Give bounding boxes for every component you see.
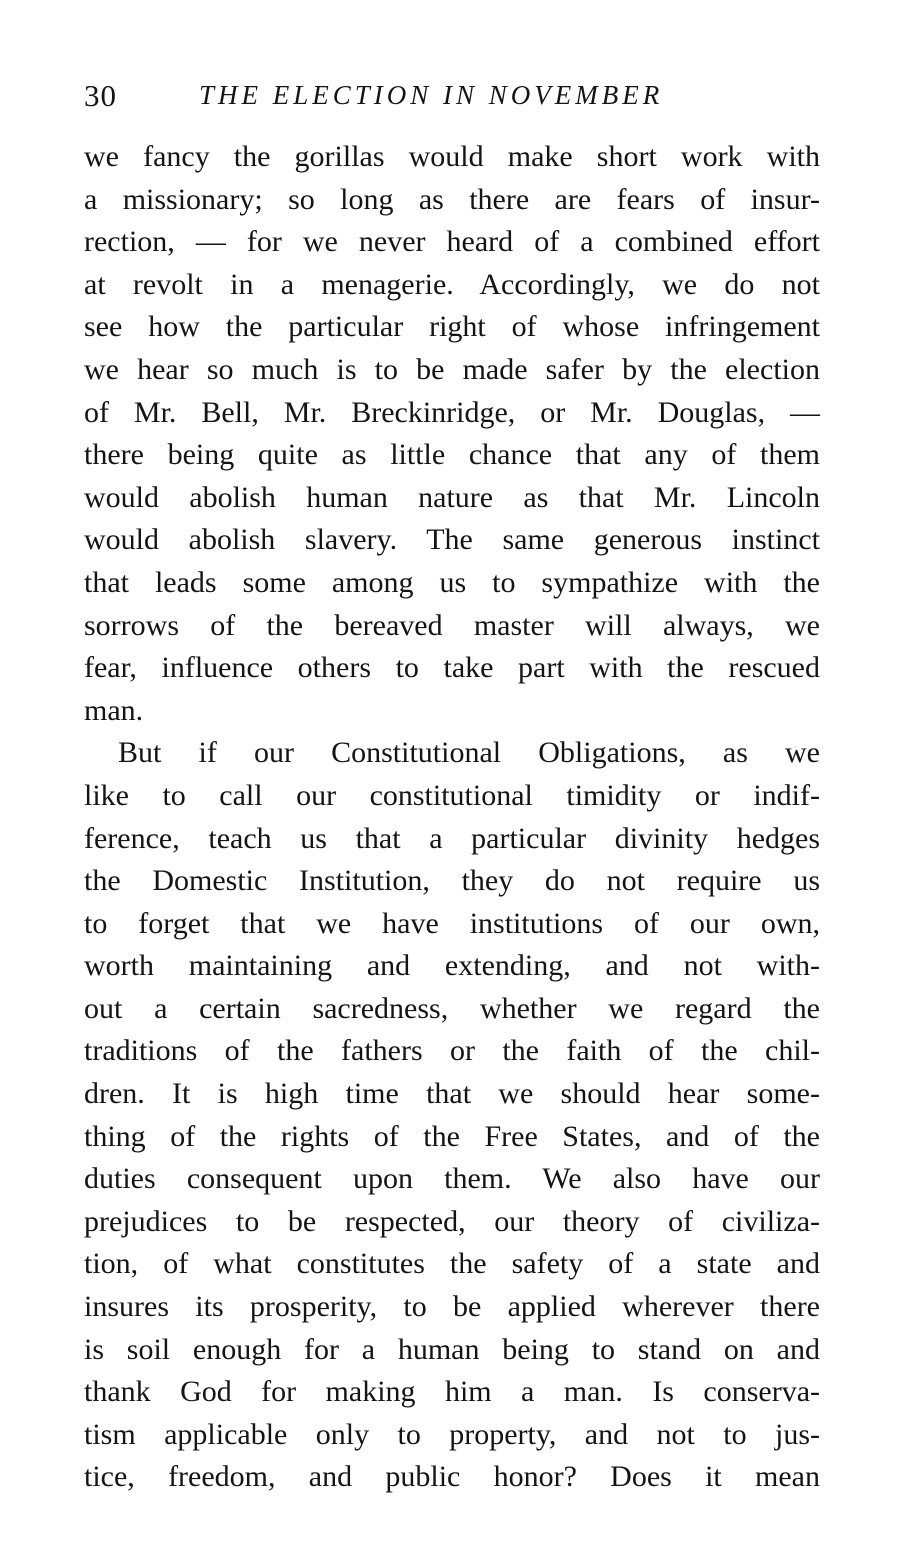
text-line: thing of the rights of the Free States, and of the	[84, 1119, 820, 1153]
text-line: dren. It is high time that we should hear some-	[84, 1077, 820, 1111]
text-line: out a certain sacredness, whether we regard the	[84, 991, 820, 1025]
text-line: the Domestic Institution, they do not require us	[84, 864, 820, 898]
text-line: like to call our constitutional timidity or indif-	[84, 778, 820, 812]
text-line: a missionary; so long as there are fears of insur-	[84, 182, 820, 216]
running-title: THE ELECTION IN NOVEMBER	[199, 80, 664, 110]
paragraph-1	[84, 136, 820, 732]
text-line: at revolt in a menagerie. Accordingly, we do not	[84, 267, 820, 301]
text-line: ference, teach us that a particular divinity hedges	[84, 821, 820, 855]
text-line: rection, — for we never heard of a combined effort	[84, 225, 820, 259]
text-line: But if our Constitutional Obligations, as we	[118, 736, 820, 770]
text-line: see how the particular right of whose infringement	[84, 310, 820, 344]
text-line: man.	[84, 693, 144, 727]
text-line: thank God for making him a man. Is conserva-	[84, 1375, 820, 1409]
text-line: tion, of what constitutes the safety of a state and	[84, 1247, 820, 1281]
text-line: worth maintaining and extending, and not with-	[84, 949, 820, 983]
text-line: of Mr. Bell, Mr. Breckinridge, or Mr. Douglas, —	[84, 395, 820, 429]
text-line: traditions of the fathers or the faith of the chil-	[84, 1034, 820, 1068]
text-line: duties consequent upon them. We also have our	[84, 1162, 820, 1196]
running-head	[84, 78, 824, 122]
text-line: is soil enough for a human being to stand on and	[84, 1332, 820, 1366]
text-line: tism applicable only to property, and not to jus-	[84, 1417, 820, 1451]
text-line: would abolish slavery. The same generous instinct	[84, 523, 820, 557]
text-line: we hear so much is to be made safer by the election	[84, 352, 820, 386]
text-line: fear, influence others to take part with the rescued	[84, 651, 820, 685]
paragraph-2	[84, 732, 820, 1499]
text-line: prejudices to be respected, our theory of civiliza-	[84, 1204, 820, 1238]
text-line: insures its prosperity, to be applied wherever there	[84, 1290, 820, 1324]
text-line: that leads some among us to sympathize with the	[84, 565, 820, 599]
text-line: tice, freedom, and public honor? Does it mean	[84, 1460, 820, 1494]
text-line: to forget that we have institutions of our own,	[84, 906, 820, 940]
text-line: we fancy the gorillas would make short work with	[84, 140, 820, 173]
text-line: sorrows of the bereaved master will always, we	[84, 608, 820, 642]
text-line: there being quite as little chance that any of them	[84, 438, 820, 472]
body-text	[84, 136, 820, 1499]
text-line: would abolish human nature as that Mr. Lincoln	[84, 480, 820, 514]
page-number: 30	[84, 78, 117, 113]
